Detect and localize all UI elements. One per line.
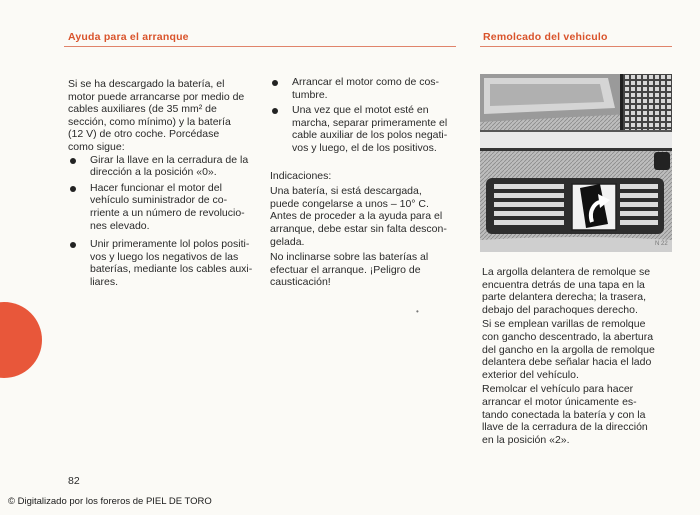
heading-rule-right bbox=[480, 46, 672, 47]
notes-paragraph-1: Una batería, si está descargada, puede congelarse a unos – 10° C. Antes de proceder a la ayuda para el arranque, debe estar sin falta descon- gelada. bbox=[270, 185, 447, 248]
notes-paragraph-2: No inclinarse sobre las baterías al efectuar el arranque. ¡Peligro de causticación! bbox=[270, 251, 429, 289]
column-3 bbox=[482, 266, 682, 446]
steps-list-continued bbox=[270, 76, 460, 155]
steps-list bbox=[68, 154, 268, 289]
page-number: 82 bbox=[68, 475, 80, 487]
towing-paragraph-1: La argolla delantera de remolque se encuentra detrás de una tapa en la parte delantera derecha; la trasera, debajo del parachoques derecho. bbox=[482, 266, 651, 316]
grille-illustration bbox=[480, 74, 672, 252]
list-item: Unir primeramente lol polos positi- vos y luego los negativos de las baterías, mediante los cables auxi- liares. bbox=[68, 238, 268, 288]
towing-eye-figure bbox=[480, 74, 672, 252]
footer-credit: © Digitalizado por los foreros de PIEL DE TORO bbox=[8, 496, 212, 507]
list-item: Hacer funcionar el motor del vehículo suministrador de co- rriente a un número de revolucio- nes elevado. bbox=[68, 182, 268, 232]
scan-speck: • bbox=[416, 307, 419, 316]
towing-paragraph-2: Si se emplean varillas de remolque con gancho descentrado, la abertura del gancho en la argolla de remolque delantera debe señalar hacia el lado exterior del vehículo. bbox=[482, 318, 655, 381]
intro-paragraph: Si se ha descargado la batería, el motor puede arrancarse por medio de cables auxiliares (de 35 mm² de sección, como mínimo) y la batería (12 V) de otro coche. Porcédase como sigue: bbox=[68, 78, 245, 153]
heading-rule-left bbox=[64, 46, 456, 47]
notes-title: Indicaciones: bbox=[270, 169, 332, 182]
figure-code: N 22 bbox=[655, 241, 668, 247]
column-1 bbox=[68, 78, 268, 292]
column-2 bbox=[270, 76, 460, 289]
towing-paragraph-3: Remolcar el vehículo para hacer arrancar el motor únicamente es- tando conectada la batería y con la llave de la cerradura de la dirección en la posición «2». bbox=[482, 383, 648, 446]
heading-jump-start: Ayuda para el arranque bbox=[68, 31, 189, 43]
list-item: Arrancar el motor como de cos- tumbre. bbox=[270, 76, 460, 101]
list-item: Girar la llave en la cerradura de la dirección a la posición «0». bbox=[68, 154, 268, 179]
heading-towing: Remolcado del vehiculo bbox=[483, 31, 608, 43]
red-margin-dot bbox=[0, 302, 42, 378]
list-item: Una vez que el motot esté en marcha, separar primeramente el cable auxiliar de los polos negati- vos y luego, el de los positivos. bbox=[270, 104, 460, 154]
